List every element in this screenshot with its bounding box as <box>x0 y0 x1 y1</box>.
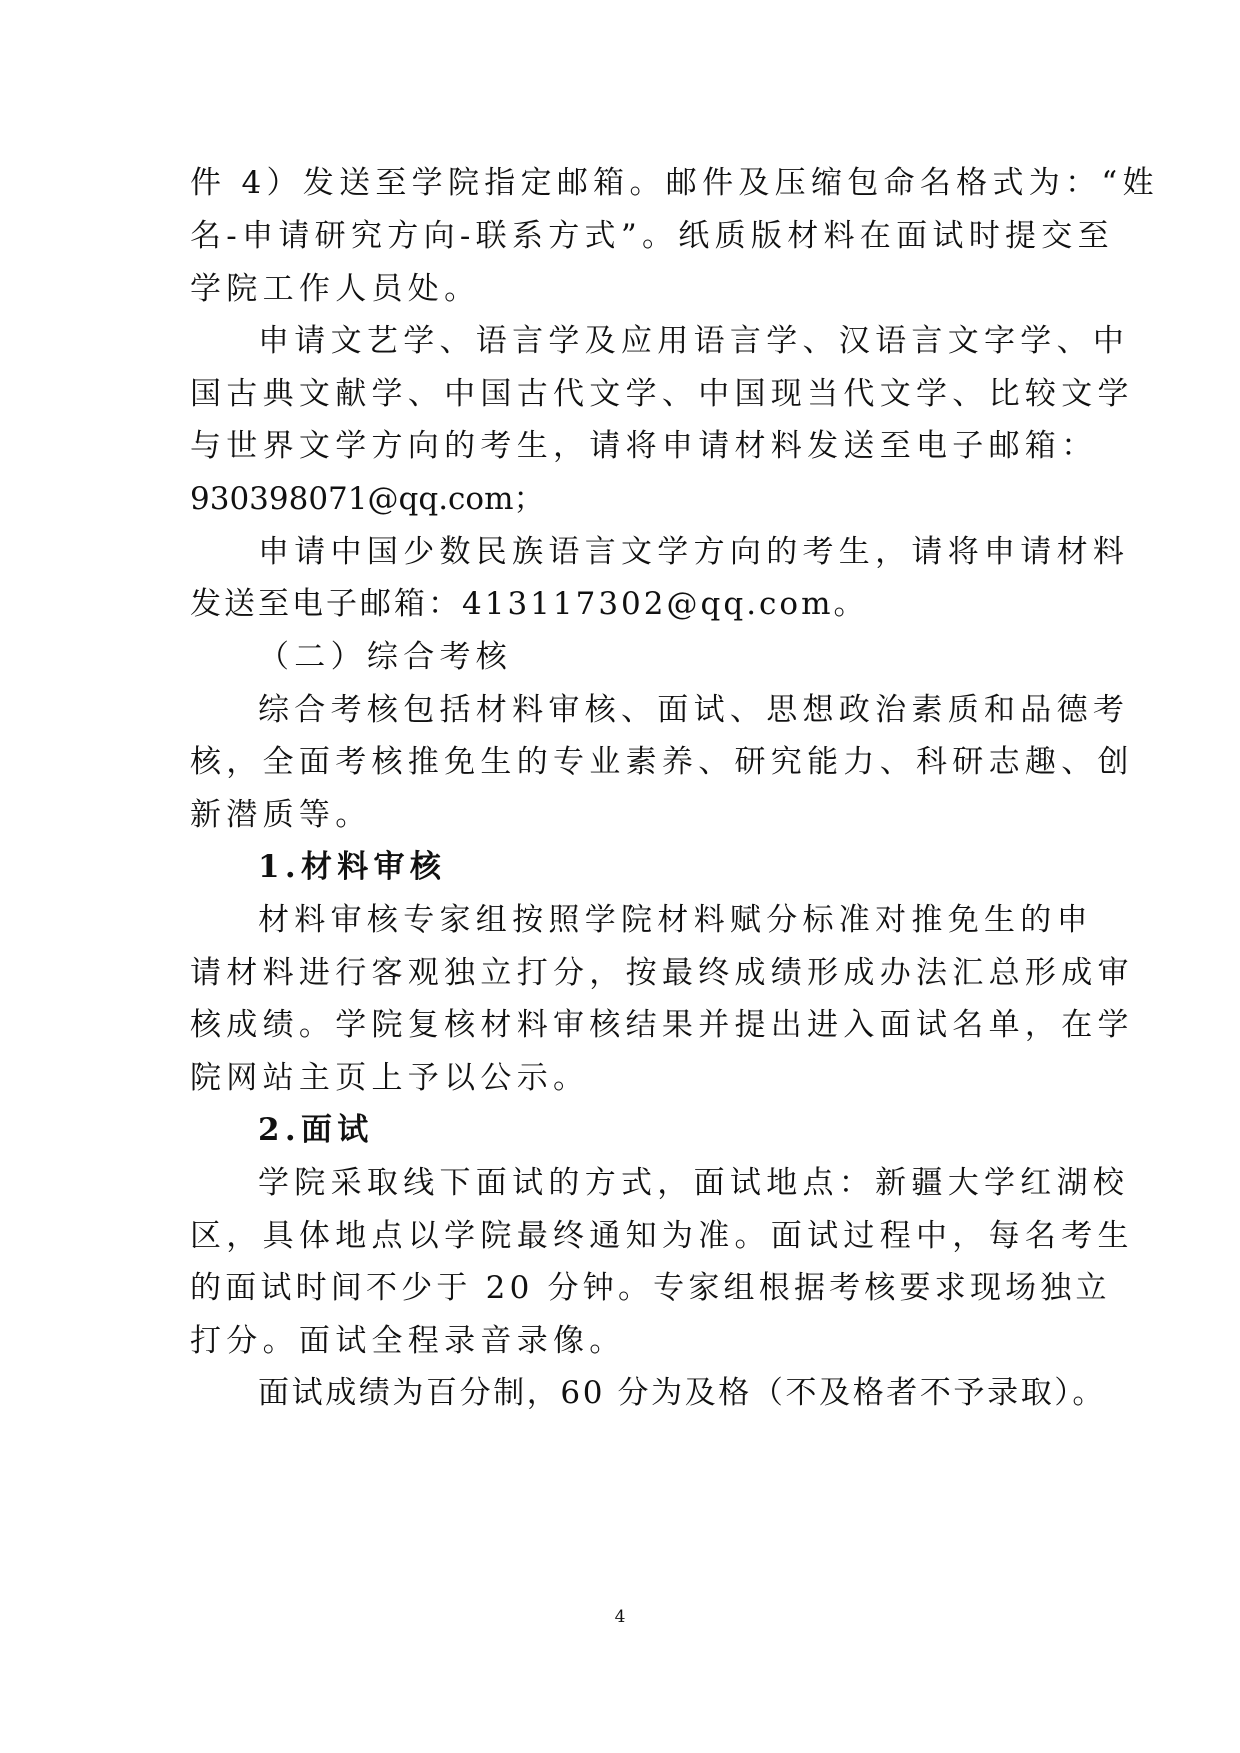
text-line: 打分。面试全程录音录像。 <box>190 1323 626 1359</box>
text-line: 核，全面考核推免生的专业素养、研究能力、科研志趣、创 <box>190 744 1134 780</box>
text-line: 的面试时间不少于 20 分钟。专家组根据考核要求现场独立 <box>190 1270 1111 1306</box>
text-line: 与世界文学方向的考生，请将申请材料发送至电子邮箱： <box>190 428 1098 464</box>
text-line: 面试成绩为百分制，60 分为及格（不及格者不予录取）。 <box>258 1375 1106 1411</box>
text-line: 核成绩。学院复核材料审核结果并提出进入面试名单，在学 <box>190 1007 1134 1043</box>
email-address-line: 发送至电子邮箱：413117302@qq.com。 <box>190 586 868 622</box>
subsection-heading: 1.材料审核 <box>258 849 447 885</box>
page-number: 4 <box>614 1607 626 1627</box>
section-heading: （二）综合考核 <box>258 639 513 675</box>
subsection-heading: 2.面试 <box>258 1112 374 1148</box>
text-line: 区，具体地点以学院最终通知为准。面试过程中，每名考生 <box>190 1218 1134 1254</box>
text-line: 学院工作人员处。 <box>190 271 481 307</box>
text-line: 名-申请研究方向-联系方式”。纸质版材料在面试时提交至 <box>190 218 1114 254</box>
text-line: 件 4）发送至学院指定邮箱。邮件及压缩包命名格式为：“姓 <box>190 165 1159 201</box>
text-line: 综合考核包括材料审核、面试、思想政治素质和品德考 <box>258 692 1130 728</box>
text-line: 申请文艺学、语言学及应用语言学、汉语言文字学、中 <box>258 323 1130 359</box>
text-line: 申请中国少数民族语言文学方向的考生，请将申请材料 <box>258 534 1130 570</box>
text-line: 国古典文献学、中国古代文学、中国现当代文学、比较文学 <box>190 376 1134 412</box>
text-line: 材料审核专家组按照学院材料赋分标准对推免生的申 <box>258 902 1093 938</box>
text-line: 请材料进行客观独立打分，按最终成绩形成办法汇总形成审 <box>190 955 1134 991</box>
text-line: 学院采取线下面试的方式，面试地点：新疆大学红湖校 <box>258 1165 1130 1201</box>
text-line: 新潜质等。 <box>190 797 372 833</box>
email-address-line: 930398071@qq.com； <box>190 481 545 517</box>
text-line: 院网站主页上予以公示。 <box>190 1060 590 1096</box>
